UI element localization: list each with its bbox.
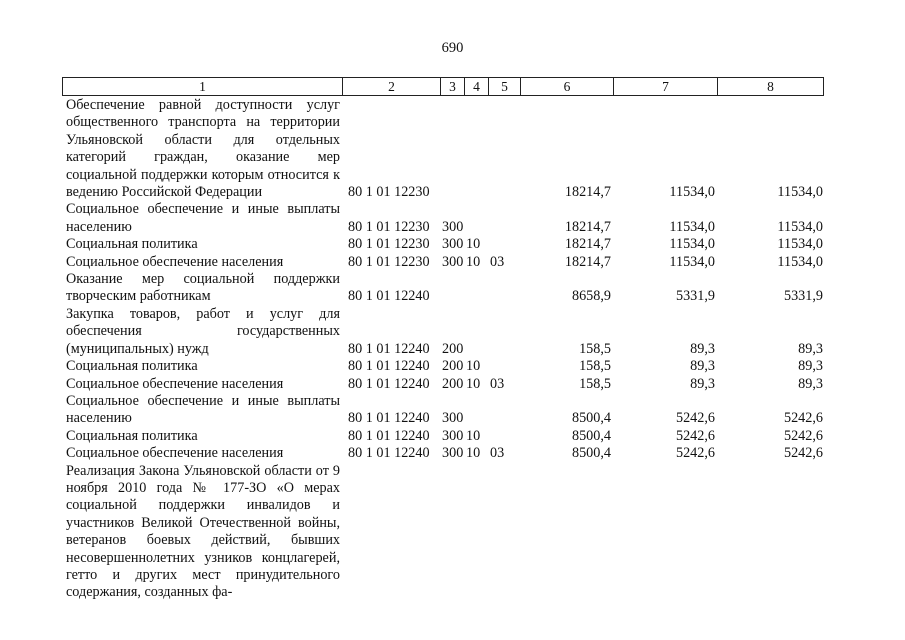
- row-col5: [488, 428, 520, 445]
- row-value-6: [520, 463, 613, 602]
- row-col4: 10: [466, 236, 481, 253]
- row-value-6: 18214,7: [564, 218, 611, 235]
- row-value-8: 89,3: [798, 340, 823, 357]
- row-col3: 200: [442, 358, 464, 375]
- row-value-6: 18214,7: [564, 253, 611, 270]
- col-header-2: 2: [343, 78, 441, 96]
- row-col4: [464, 97, 488, 201]
- col-header-1: 1: [63, 78, 343, 96]
- row-col4: 10: [466, 445, 481, 462]
- row-value-7: 5242,6: [675, 410, 715, 427]
- row-value-6: 158,5: [579, 358, 611, 375]
- table-row: [62, 358, 823, 375]
- row-col3: [440, 463, 464, 602]
- table-row: [62, 201, 823, 236]
- row-name: Обеспечение равной доступности услуг общественного транспорта на территории Ульяновской области для отдельных категорий граждан, оказание мер социальной поддержки которым относится к ведению Российской Федерации: [66, 97, 340, 201]
- col-header-7: 7: [614, 78, 718, 96]
- row-col4: [464, 463, 488, 602]
- row-col5: [488, 358, 520, 375]
- row-value-7: 89,3: [690, 375, 715, 392]
- row-value-6: 158,5: [579, 375, 611, 392]
- row-col5: 03: [490, 253, 505, 270]
- row-value-8: 11534,0: [777, 236, 823, 253]
- row-col5: [488, 97, 520, 201]
- row-value-7: 11534,0: [669, 184, 715, 201]
- table-row: [62, 445, 823, 462]
- row-code: 80 1 01 12240: [348, 375, 430, 392]
- table-row: [62, 428, 823, 445]
- table-row: [62, 463, 823, 602]
- row-col4: [464, 393, 488, 428]
- row-col5: [488, 306, 520, 358]
- row-col5: 03: [490, 375, 505, 392]
- row-value-8: 11534,0: [777, 253, 823, 270]
- row-value-8: 89,3: [798, 375, 823, 392]
- row-value-7: 11534,0: [669, 253, 715, 270]
- row-value-6: 18214,7: [564, 236, 611, 253]
- row-value-8: 5331,9: [783, 288, 823, 305]
- row-value-8: 5242,6: [783, 445, 823, 462]
- row-col3: [440, 97, 464, 201]
- row-value-6: 8658,9: [571, 288, 611, 305]
- row-name: Социальное обеспечение населения: [66, 445, 284, 462]
- row-col3: 200: [442, 340, 464, 357]
- row-col4: 10: [466, 427, 481, 444]
- row-col4: 10: [466, 358, 481, 375]
- table-row: [62, 306, 823, 358]
- row-col3: 200: [442, 375, 464, 392]
- row-value-8: 11534,0: [777, 184, 823, 201]
- row-value-6: 158,5: [579, 340, 611, 357]
- column-header-row: [62, 77, 824, 96]
- row-value-6: 8500,4: [571, 427, 611, 444]
- table-row: [62, 97, 823, 201]
- row-name: Социальная политика: [66, 236, 198, 253]
- row-value-8: [717, 463, 823, 602]
- row-value-6: 18214,7: [564, 184, 611, 201]
- row-name: Социальная политика: [66, 358, 198, 375]
- table-row: [62, 393, 823, 428]
- page-number: 690: [441, 40, 464, 56]
- row-value-7: 5331,9: [675, 288, 715, 305]
- row-col4: [464, 271, 488, 306]
- row-value-8: 11534,0: [777, 218, 823, 235]
- row-value-6: 8500,4: [571, 445, 611, 462]
- row-code: 80 1 01 12240: [348, 288, 430, 305]
- col-header-5: 5: [489, 78, 521, 96]
- row-name: Социальное обеспечение населения: [66, 253, 284, 270]
- row-code: 80 1 01 12230: [348, 253, 430, 270]
- row-col4: [464, 306, 488, 358]
- row-col4: 10: [466, 375, 481, 392]
- row-name: Социальное обеспечение и иные выплаты населению: [66, 201, 340, 235]
- row-col5: [488, 201, 520, 236]
- row-name: Оказание мер социальной поддержки творческим работникам: [66, 271, 340, 305]
- row-code: 80 1 01 12240: [348, 427, 430, 444]
- row-value-7: 5242,6: [675, 427, 715, 444]
- row-value-8: 5242,6: [783, 427, 823, 444]
- row-col3: 300: [442, 218, 464, 235]
- row-col3: 300: [442, 236, 464, 253]
- row-value-6: 8500,4: [571, 410, 611, 427]
- row-code: 80 1 01 12240: [348, 410, 430, 427]
- budget-table: [62, 97, 823, 602]
- row-code: [342, 463, 440, 602]
- row-value-7: 11534,0: [669, 236, 715, 253]
- row-value-7: 89,3: [690, 358, 715, 375]
- row-value-7: 89,3: [690, 340, 715, 357]
- row-code: 80 1 01 12230: [348, 184, 430, 201]
- table-row: [62, 376, 823, 393]
- row-code: 80 1 01 12240: [348, 340, 430, 357]
- row-value-8: 5242,6: [783, 410, 823, 427]
- row-value-7: [613, 463, 717, 602]
- row-col3: 300: [442, 253, 464, 270]
- table-row: [62, 236, 823, 253]
- row-col5: [488, 463, 520, 602]
- row-col5: [488, 236, 520, 253]
- row-name: Закупка товаров, работ и услуг для обеспечения государственных (муниципальных) нужд: [66, 305, 340, 357]
- row-value-8: 89,3: [798, 358, 823, 375]
- row-col5: [488, 393, 520, 428]
- col-header-4: 4: [465, 78, 489, 96]
- col-header-8: 8: [718, 78, 824, 96]
- col-header-3: 3: [441, 78, 465, 96]
- table-row: [62, 254, 823, 271]
- row-code: 80 1 01 12230: [348, 218, 430, 235]
- row-name: Социальное обеспечение и иные выплаты населению: [66, 392, 340, 427]
- row-col3: 300: [442, 427, 464, 444]
- row-col4: 10: [466, 253, 481, 270]
- row-value-7: 11534,0: [669, 218, 715, 235]
- row-name: Социальная политика: [66, 427, 198, 444]
- col-header-6: 6: [521, 78, 614, 96]
- row-col5: [488, 271, 520, 306]
- row-code: 80 1 01 12230: [348, 236, 430, 253]
- row-col3: 300: [442, 410, 464, 427]
- table-row: [62, 271, 823, 306]
- row-code: 80 1 01 12240: [348, 358, 430, 375]
- row-name: Реализация Закона Ульяновской области от 9 ноября 2010 года № 177-ЗО «О мерах социальной поддержки инвалидов и участников Великой Отечественной войны, ветеранов боевых действий, бывших несовершеннолетних узников концлагерей, гетто и других мест принудительного содержания, созданных фа-: [66, 462, 340, 601]
- row-value-7: 5242,6: [675, 445, 715, 462]
- row-col4: [464, 201, 488, 236]
- row-col5: 03: [490, 445, 505, 462]
- row-code: 80 1 01 12240: [348, 445, 430, 462]
- row-col3: [440, 271, 464, 306]
- row-name: Социальное обеспечение населения: [66, 375, 284, 392]
- row-col3: 300: [442, 445, 464, 462]
